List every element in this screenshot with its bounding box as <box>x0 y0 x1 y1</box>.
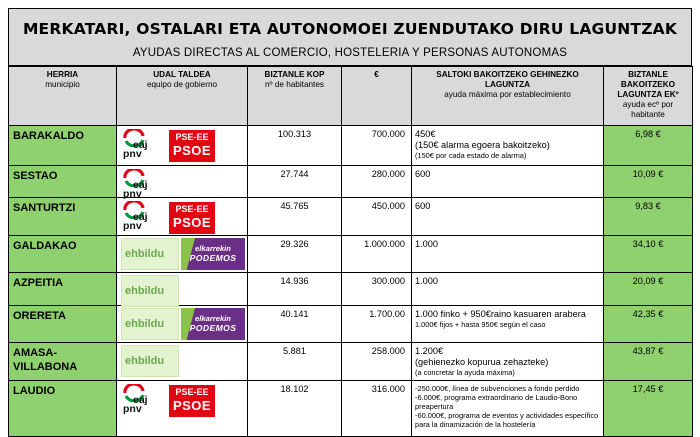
cell-gobierno <box>117 166 248 198</box>
cell-euros: 1.000.000 <box>342 236 412 273</box>
cell-por-habitante: 10,09 € <box>604 166 693 198</box>
pse-logo <box>169 385 215 417</box>
ayuda-line: 600 <box>415 169 431 179</box>
cell-municipio: BARAKALDO <box>9 126 117 166</box>
ehbildu-text: ehbildu <box>125 355 165 367</box>
ayuda-note: -250.000€, línea de subvenciones a fondo perdido <box>415 384 580 393</box>
ayuda-note: -60.000€, programa de eventos y actividades específico para la dinamización de la hostelería <box>415 411 599 429</box>
psoe-text: PSOE <box>172 143 212 158</box>
pnv-logo <box>121 168 163 202</box>
header-habitantes: BIZTANLE KOP nº de habitantes <box>248 67 342 126</box>
ayuda-line: 450€ <box>415 129 436 139</box>
cell-habitantes: 18.102 <box>248 381 342 437</box>
cell-gobierno <box>117 236 248 273</box>
cell-por-habitante: 6,98 € <box>604 126 693 166</box>
cell-por-habitante: 17,45 € <box>604 381 693 437</box>
cell-habitantes: 27.744 <box>248 166 342 198</box>
cell-municipio: AZPEITIA <box>9 273 117 306</box>
cell-ayuda <box>412 343 604 381</box>
ayuda-line: 600 <box>415 201 431 211</box>
pse-ee-text: PSE-EE <box>175 204 209 214</box>
cell-municipio: AMASA-VILLABONA <box>9 343 117 381</box>
pse-logo <box>169 130 215 162</box>
cell-municipio: LAUDIO <box>9 381 117 437</box>
table-row <box>9 306 693 343</box>
cell-habitantes: 14.936 <box>248 273 342 306</box>
table-row <box>9 198 693 236</box>
table-row <box>9 126 693 166</box>
cell-euros: 300.000 <box>342 273 412 306</box>
header-ayuda: SALTOKI BAKOITZEKO GEHINEZKO LAGUNTZA ayuda máxima por establecimiento <box>412 67 604 126</box>
cell-ayuda <box>412 166 604 198</box>
page-subtitle: AYUDAS DIRECTAS AL COMERCIO, HOSTELERIA Y PERSONAS AUTONOMAS <box>132 47 568 59</box>
cell-habitantes: 45.765 <box>248 198 342 236</box>
ayuda-line: 1.000 finko + 950€raino kasuaren arabera <box>415 309 586 319</box>
cell-por-habitante: 34,10 € <box>604 236 693 273</box>
ayuda-note: (a concretar la ayuda máxima) <box>415 368 515 377</box>
table-row <box>9 343 693 381</box>
cell-gobierno <box>117 381 248 437</box>
cell-por-habitante: 42,35 € <box>604 306 693 343</box>
cell-por-habitante: 9,83 € <box>604 198 693 236</box>
cell-gobierno <box>117 198 248 236</box>
cell-habitantes: 5.881 <box>248 343 342 381</box>
ayuda-line: 1.000 <box>415 276 438 286</box>
psoe-text: PSOE <box>172 398 212 413</box>
ehbildu-logo <box>121 275 179 307</box>
psoe-text: PSOE <box>172 215 212 230</box>
ayuda-line: (150€ alarma egoera bakoitzeko) <box>415 140 550 150</box>
table-row <box>9 236 693 273</box>
cell-ayuda <box>412 126 604 166</box>
cell-habitantes: 29.326 <box>248 236 342 273</box>
cell-por-habitante: 43,87 € <box>604 343 693 381</box>
cell-gobierno <box>117 343 248 381</box>
ayuda-line: (gehienezko kopurua zehazteke) <box>415 357 549 367</box>
podemos-text: PODEMOS <box>189 253 237 263</box>
cell-euros: 700.000 <box>342 126 412 166</box>
ayuda-line: 1.200€ <box>415 346 444 356</box>
podemos-logo <box>181 238 245 270</box>
pnv-text: pnv <box>123 220 142 232</box>
eaj-text: eaj <box>133 179 148 191</box>
page-title: MERKATARI, OSTALARI ETA AUTONOMOEI ZUENDUTAKO DIRU LAGUNTZAK <box>22 20 678 38</box>
cell-por-habitante: 20,09 € <box>604 273 693 306</box>
header-por-habitante: BIZTANLE BAKOITZEKO LAGUNTZA EKº ayuda ecº por habitante <box>604 67 693 126</box>
cell-euros: 316.000 <box>342 381 412 437</box>
cell-municipio: SANTURTZI <box>9 198 117 236</box>
cell-euros: 450.000 <box>342 198 412 236</box>
ehbildu-text: ehbildu <box>125 318 165 330</box>
cell-ayuda <box>412 381 604 437</box>
eaj-text: eaj <box>133 139 148 151</box>
podemos-logo <box>181 308 245 340</box>
cell-ayuda <box>412 306 604 343</box>
ehbildu-logo <box>121 238 179 270</box>
cell-municipio: SESTAO <box>9 166 117 198</box>
subsidies-sheet <box>8 8 692 429</box>
header-municipio: HERRIA municipio <box>9 67 117 126</box>
cell-municipio: ORERETA <box>9 306 117 343</box>
eaj-text: eaj <box>133 394 148 406</box>
eaj-text: eaj <box>133 211 148 223</box>
cell-ayuda <box>412 273 604 306</box>
cell-habitantes: 100.313 <box>248 126 342 166</box>
header-euros: € <box>342 67 412 126</box>
cell-municipio: GALDAKAO <box>9 236 117 273</box>
ehbildu-text: ehbildu <box>125 248 165 260</box>
cell-ayuda <box>412 198 604 236</box>
pse-logo <box>169 202 215 234</box>
cell-gobierno <box>117 306 248 343</box>
pnv-text: pnv <box>123 403 142 415</box>
cell-gobierno <box>117 273 248 306</box>
pnv-text: pnv <box>123 188 142 200</box>
table-row <box>9 381 693 437</box>
ayuda-line: 1.000 <box>415 239 438 249</box>
cell-habitantes: 40.141 <box>248 306 342 343</box>
pse-ee-text: PSE-EE <box>175 387 209 397</box>
pnv-text: pnv <box>123 148 142 160</box>
elkarrekin-text: elkarrekin <box>195 314 231 323</box>
table-row <box>9 273 693 306</box>
cell-euros: 1.700.00 <box>342 306 412 343</box>
pnv-logo <box>121 383 163 417</box>
ehbildu-logo <box>121 308 179 340</box>
title-box <box>8 8 692 66</box>
podemos-text: PODEMOS <box>189 323 237 333</box>
table-header-row <box>9 67 693 126</box>
pnv-logo <box>121 128 163 162</box>
cell-euros: 258.000 <box>342 343 412 381</box>
cell-euros: 280.000 <box>342 166 412 198</box>
subsidies-table <box>8 66 693 437</box>
ayuda-note: (150€ por cada estado de alarma) <box>415 151 527 160</box>
pse-ee-text: PSE-EE <box>175 132 209 142</box>
elkarrekin-text: elkarrekin <box>195 244 231 253</box>
cell-gobierno <box>117 126 248 166</box>
header-gobierno: UDAL TALDEA equipo de gobierno <box>117 67 248 126</box>
pnv-logo <box>121 200 163 234</box>
ehbildu-text: ehbildu <box>125 285 165 297</box>
ayuda-note: 1.000€ fijos + hasta 950€ según el caso <box>415 320 546 329</box>
ehbildu-logo <box>121 345 179 377</box>
table-row <box>9 166 693 198</box>
ayuda-note: -6.000€, programa extraordinario de Laudio-Bono preapertura <box>415 393 578 411</box>
cell-ayuda <box>412 236 604 273</box>
